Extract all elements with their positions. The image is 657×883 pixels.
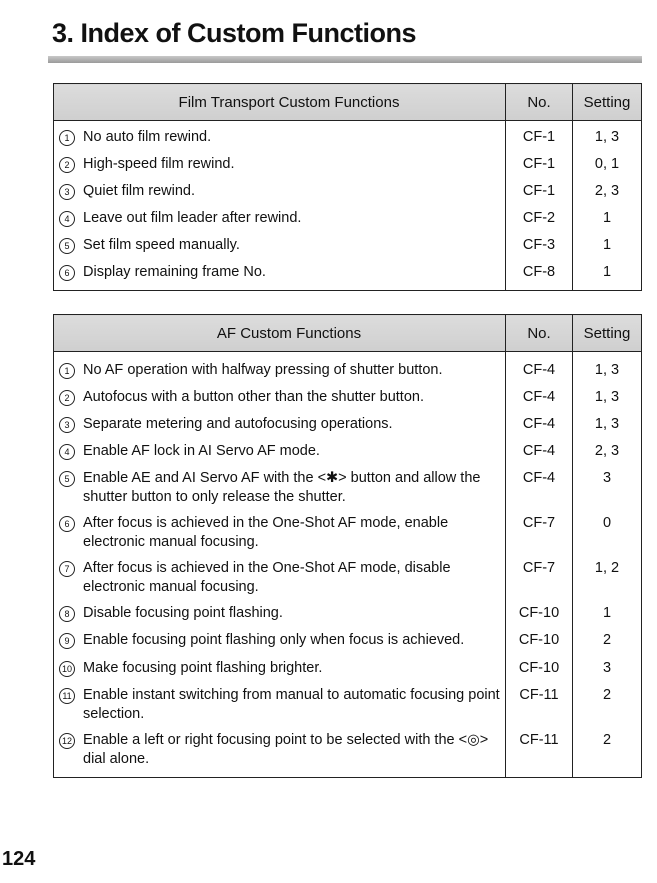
- setting-value: 0, 1: [573, 148, 642, 175]
- table-row: [54, 435, 642, 462]
- function-description: After focus is achieved in the One-Shot AF mode, disable electronic manual focusing.: [83, 560, 451, 595]
- item-number-badge: 8: [59, 606, 75, 622]
- item-number-badge: 2: [59, 390, 75, 406]
- function-description: Enable a left or right focusing point to be selected with the <◎> dial alone.: [83, 732, 489, 767]
- setting-value: 2: [573, 624, 642, 651]
- table-row: [54, 408, 642, 435]
- setting-value: 1, 2: [573, 552, 642, 597]
- table-row: [54, 624, 642, 651]
- cf-number: CF-4: [506, 435, 573, 462]
- setting-value: 1: [573, 597, 642, 624]
- item-number-badge: 9: [59, 633, 75, 649]
- cf-number: CF-10: [506, 597, 573, 624]
- function-description: Quiet film rewind.: [83, 183, 196, 199]
- function-description: Make focusing point flashing brighter.: [83, 660, 323, 676]
- table-row: [54, 256, 642, 291]
- function-description-cell: [54, 408, 506, 435]
- item-number-badge: 6: [59, 516, 75, 532]
- function-description: Set film speed manually.: [83, 237, 240, 253]
- cf-number: CF-10: [506, 651, 573, 679]
- cf-number: CF-7: [506, 507, 573, 552]
- setting-value: 2: [573, 724, 642, 778]
- function-description-cell: [54, 651, 506, 679]
- table-row: [54, 724, 642, 778]
- item-number-badge: 5: [59, 471, 75, 487]
- setting-value: 3: [573, 462, 642, 507]
- function-description: Disable focusing point flashing.: [83, 605, 283, 621]
- function-description: High-speed film rewind.: [83, 156, 235, 172]
- function-description-cell: [54, 679, 506, 724]
- table-row: [54, 462, 642, 507]
- cf-number: CF-4: [506, 352, 573, 382]
- film-table-header-no: No.: [506, 84, 573, 121]
- af-table: [53, 314, 642, 778]
- function-description: No auto film rewind.: [83, 129, 212, 145]
- function-description-cell: [54, 552, 506, 597]
- function-description-cell: [54, 462, 506, 507]
- table-row: [54, 381, 642, 408]
- film-table-body: [54, 121, 642, 291]
- cf-number: CF-1: [506, 148, 573, 175]
- function-description: Autofocus with a button other than the shutter button.: [83, 389, 424, 405]
- af-table-body: [54, 352, 642, 778]
- function-description-cell: [54, 121, 506, 149]
- cf-number: CF-4: [506, 408, 573, 435]
- page-title: 3. Index of Custom Functions: [52, 18, 417, 48]
- function-description-cell: [54, 381, 506, 408]
- table-row: [54, 148, 642, 175]
- function-description: Enable focusing point flashing only when focus is achieved.: [83, 632, 465, 648]
- setting-value: 2: [573, 679, 642, 724]
- setting-value: 2, 3: [573, 175, 642, 202]
- item-number-badge: 6: [59, 265, 75, 281]
- setting-value: 1, 3: [573, 352, 642, 382]
- function-description-cell: [54, 507, 506, 552]
- function-description-cell: [54, 148, 506, 175]
- function-description-cell: [54, 202, 506, 229]
- af-table-header-label: AF Custom Functions: [54, 315, 506, 352]
- cf-number: CF-4: [506, 462, 573, 507]
- function-description: Enable AE and AI Servo AF with the <✱> button and allow the shutter button to only release the shutter.: [83, 470, 481, 505]
- page-number: 124: [2, 848, 36, 870]
- setting-value: 2, 3: [573, 435, 642, 462]
- item-number-badge: 1: [59, 363, 75, 379]
- cf-number: CF-11: [506, 679, 573, 724]
- function-description-cell: [54, 597, 506, 624]
- table-row: [54, 552, 642, 597]
- setting-value: 0: [573, 507, 642, 552]
- film-table-header-setting: Setting: [573, 84, 642, 121]
- cf-number: CF-10: [506, 624, 573, 651]
- item-number-badge: 3: [59, 184, 75, 200]
- table-row: [54, 352, 642, 382]
- cf-number: CF-11: [506, 724, 573, 778]
- function-description-cell: [54, 175, 506, 202]
- title-rule: [48, 56, 642, 63]
- table-row: [54, 229, 642, 256]
- setting-value: 1, 3: [573, 408, 642, 435]
- cf-number: CF-3: [506, 229, 573, 256]
- setting-value: 1: [573, 256, 642, 291]
- item-number-badge: 4: [59, 444, 75, 460]
- cf-number: CF-2: [506, 202, 573, 229]
- table-row: [54, 597, 642, 624]
- setting-value: 1, 3: [573, 381, 642, 408]
- setting-value: 1, 3: [573, 121, 642, 149]
- function-description: No AF operation with halfway pressing of shutter button.: [83, 362, 443, 378]
- cf-number: CF-1: [506, 175, 573, 202]
- item-number-badge: 10: [59, 661, 75, 677]
- item-number-badge: 3: [59, 417, 75, 433]
- function-description: Enable AF lock in AI Servo AF mode.: [83, 443, 320, 459]
- table-row: [54, 202, 642, 229]
- cf-number: CF-4: [506, 381, 573, 408]
- item-number-badge: 11: [59, 688, 75, 704]
- setting-value: 1: [573, 202, 642, 229]
- af-table-header-no: No.: [506, 315, 573, 352]
- item-number-badge: 4: [59, 211, 75, 227]
- table-row: [54, 651, 642, 679]
- setting-value: 1: [573, 229, 642, 256]
- function-description: Leave out film leader after rewind.: [83, 210, 302, 226]
- table-row: [54, 175, 642, 202]
- function-description: Separate metering and autofocusing operations.: [83, 416, 393, 432]
- function-description-cell: [54, 724, 506, 778]
- cf-number: CF-7: [506, 552, 573, 597]
- function-description: Display remaining frame No.: [83, 264, 266, 280]
- setting-value: 3: [573, 651, 642, 679]
- function-description-cell: [54, 435, 506, 462]
- table-row: [54, 679, 642, 724]
- function-description-cell: [54, 352, 506, 382]
- function-description: After focus is achieved in the One-Shot AF mode, enable electronic manual focusing.: [83, 515, 449, 550]
- cf-number: CF-1: [506, 121, 573, 149]
- af-table-header-setting: Setting: [573, 315, 642, 352]
- function-description-cell: [54, 229, 506, 256]
- item-number-badge: 2: [59, 157, 75, 173]
- table-row: [54, 507, 642, 552]
- item-number-badge: 12: [59, 733, 75, 749]
- function-description: Enable instant switching from manual to automatic focusing point selection.: [83, 687, 500, 722]
- film-table-header-label: Film Transport Custom Functions: [54, 84, 506, 121]
- film-transport-table: [53, 83, 642, 291]
- item-number-badge: 5: [59, 238, 75, 254]
- function-description-cell: [54, 624, 506, 651]
- function-description-cell: [54, 256, 506, 291]
- cf-number: CF-8: [506, 256, 573, 291]
- item-number-badge: 1: [59, 130, 75, 146]
- item-number-badge: 7: [59, 561, 75, 577]
- table-row: [54, 121, 642, 149]
